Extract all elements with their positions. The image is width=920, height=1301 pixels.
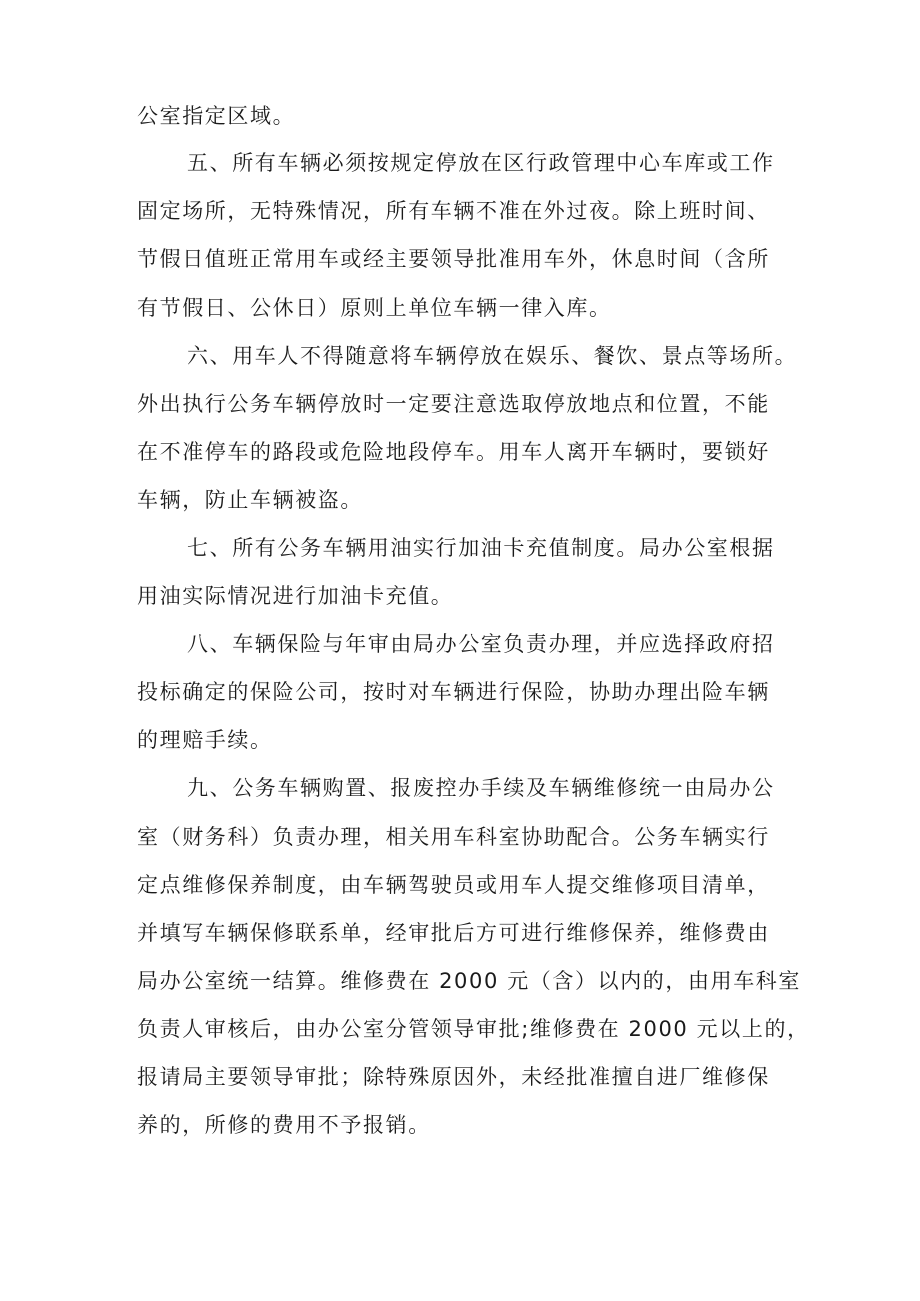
paragraph-6-line-2: 外出执行公务车辆停放时一定要注意选取停放地点和位置，不能 bbox=[137, 392, 770, 416]
paragraph-9-line-2: 室（财务科）负责办理，相关用车科室协助配合。公务车辆实行 bbox=[137, 825, 770, 849]
paragraph-5-line-4: 有节假日、公休日）原则上单位车辆一律入库。 bbox=[137, 296, 612, 320]
paragraph-6-line-3: 在不准停车的路段或危险地段停车。用车人离开车辆时，要锁好 bbox=[137, 440, 770, 464]
paragraph-8-line-2: 投标确定的保险公司，按时对车辆进行保险，协助办理出险车辆 bbox=[137, 680, 770, 704]
paragraph-9-line-6: 负责人审核后，由办公室分管领导审批;维修费在 2000 元以上的， bbox=[137, 1017, 810, 1041]
paragraph-6-line-4: 车辆，防止车辆被盗。 bbox=[137, 488, 363, 512]
paragraph-9-line-1: 九、公务车辆购置、报废控办手续及车辆维修统一由局办公 bbox=[187, 776, 775, 800]
paragraph-9-line-4: 并填写车辆保修联系单，经审批后方可进行维修保养，维修费由 bbox=[137, 921, 770, 945]
paragraph-7-line-2: 用油实际情况进行加油卡充值。 bbox=[137, 584, 454, 608]
paragraph-5-line-2: 固定场所，无特殊情况，所有车辆不准在外过夜。除上班时间、 bbox=[137, 199, 770, 223]
paragraph-7-line-1: 七、所有公务车辆用油实行加油卡充值制度。局办公室根据 bbox=[187, 536, 775, 560]
text-line-continuation: 公室指定区域。 bbox=[137, 104, 296, 128]
paragraph-9-line-5: 局办公室统一结算。维修费在 2000 元（含）以内的，由用车科室 bbox=[137, 969, 801, 993]
paragraph-5-line-1: 五、所有车辆必须按规定停放在区行政管理中心车库或工作 bbox=[187, 151, 775, 175]
paragraph-6-line-1: 六、用车人不得随意将车辆停放在娱乐、餐饮、景点等场所。 bbox=[187, 344, 798, 368]
paragraph-8-line-3: 的理赔手续。 bbox=[137, 728, 273, 752]
paragraph-9-line-8: 养的，所修的费用不予报销。 bbox=[137, 1113, 431, 1137]
paragraph-5-line-3: 节假日值班正常用车或经主要领导批准用车外，休息时间（含所 bbox=[137, 247, 770, 271]
paragraph-9-line-7: 报请局主要领导审批；除特殊原因外，未经批准擅自进厂维修保 bbox=[137, 1065, 770, 1089]
paragraph-9-line-3: 定点维修保养制度，由车辆驾驶员或用车人提交维修项目清单， bbox=[137, 873, 770, 897]
paragraph-8-line-1: 八、车辆保险与年审由局办公室负责办理，并应选择政府招 bbox=[187, 632, 775, 656]
